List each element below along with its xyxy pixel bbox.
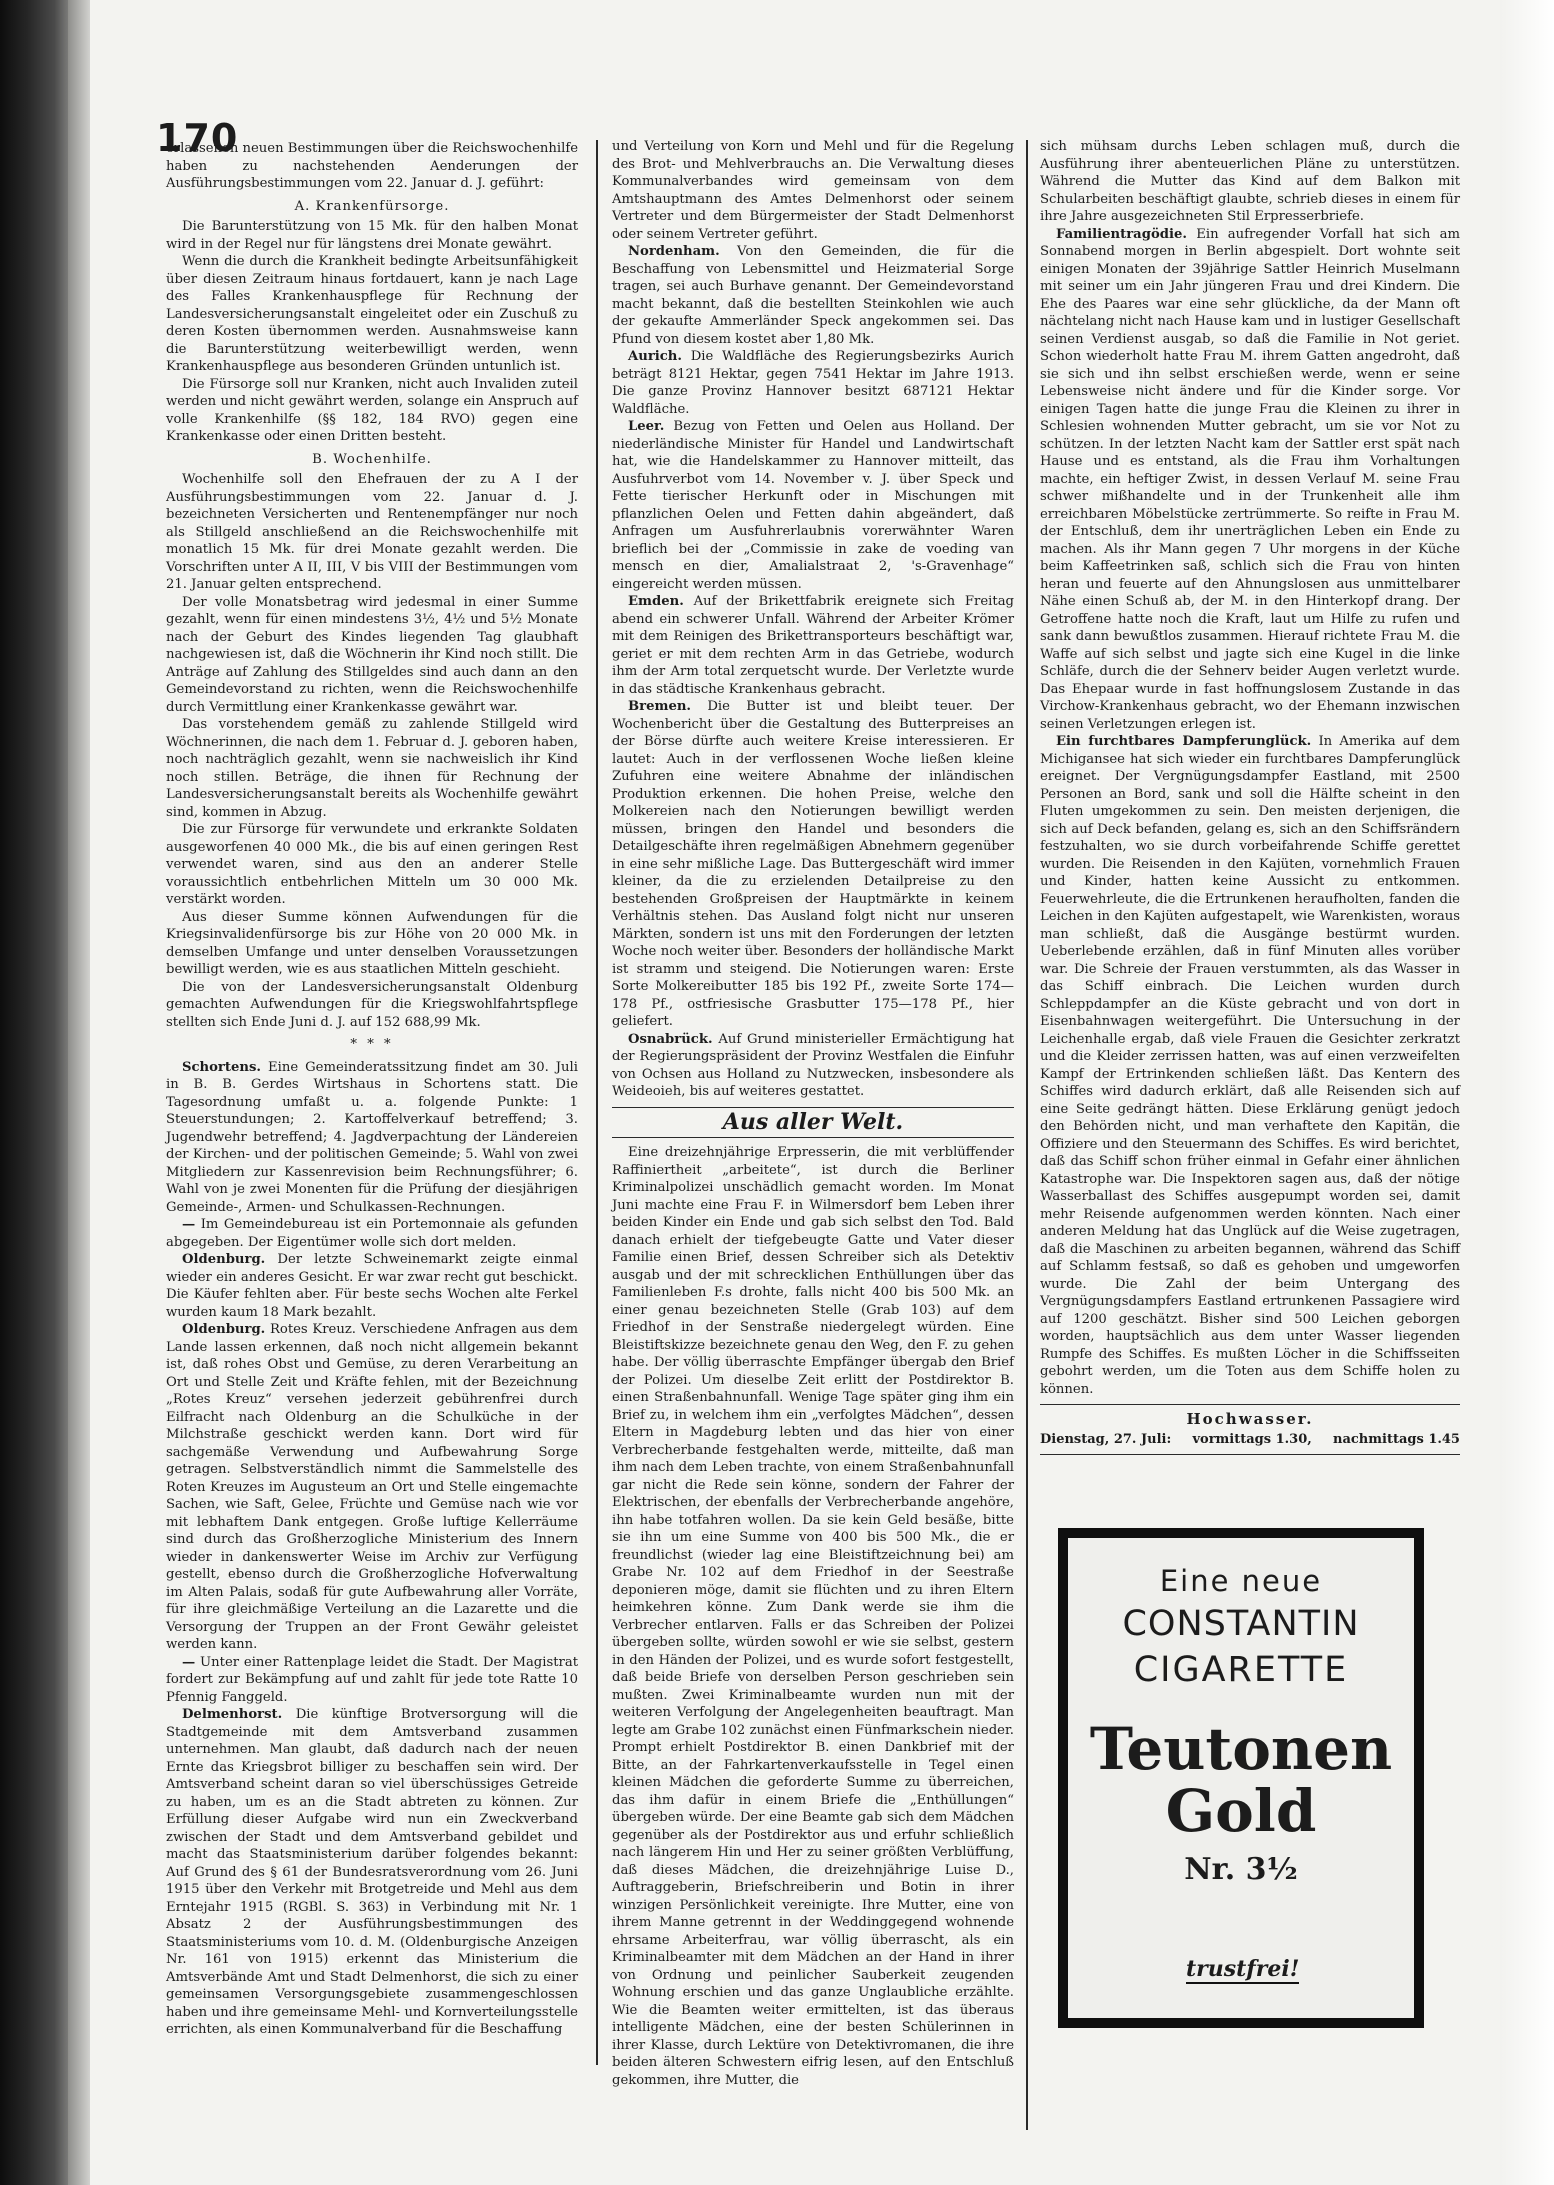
- advertisement-panel: [1068, 1538, 1414, 2018]
- column-1: [166, 140, 578, 2039]
- item-text: Auf Grund ministerieller Ermächtigung hat der Regierungspräsident der Provinz Westfalen die Einfuhr von Ochsen aus Holland zu Nutzwecken, insbesondere als Weideoieh, bis auf weiteres gestattet.: [612, 1031, 1014, 1099]
- ad-line-1: Eine neue: [1159, 1564, 1323, 1598]
- hochwasser-morning: vormittags 1.30,: [1192, 1431, 1312, 1447]
- item-place: —: [182, 1217, 196, 1232]
- item-text: Die künftige Brotversorgung will die Stadtgemeinde mit dem Amtsverband zusammen unternehmen. Man glaubt, daß dadurch nach der neuen Ernte das Kriegsbrot billiger zu beschaffen sein wird. Der Amtsverband scheint daran so viel überschüssiges Getreide zu haben, um es an die Stadt abtreten zu können. Zur Erfüllung dieser Aufgabe wird nun ein Zweckverband zwischen der Stadt und dem Amtsverband gebildet und macht das Staatsministerium darüber folgendes bekannt: Auf Grund des § 61 der Bundesratsverordnung vom 26. Juni 1915 über den Verkehr mit Brotgetreide und Mehl aus dem Erntejahr 1915 (RGBl. S. 363) in Verbindung mit Nr. 1 Absatz 2 der Ausführungsbestimmungen des Staatsministeriums vom 10. d. M. (Oldenburgische Anzeigen Nr. 161 von 1915) erkennt das Ministerium die Amtsverbände Amt und Stadt Delmenhorst, die sich zu einer gemeinsamen Versorgungsgebiete zusammengeschlossen haben und ihre gemeinsame Mehl- und Kornverteilungsstelle errichten, als einen Kommunalverband für die Beschaffung: [166, 1707, 578, 2037]
- item-text: Die Waldfläche des Regierungsbezirks Aurich beträgt 8121 Hektar, gegen 7541 Hektar im Jahre 1913. Die ganze Provinz Hannover besitzt 687121 Hektar Waldfläche.: [612, 349, 1014, 417]
- item-text: Die Butter ist und bleibt teuer. Der Wochenbericht über die Gestaltung des Butterpreises an der Börse dürfte auch weitere Kreise interessieren. Er lautet: Auch in der verflossenen Woche ließen kleine Zufuhren eine weitere Abnahme der inländischen Produktion erkennen. Die hohen Preise, welche den Molkereien nach den Notierungen bewilligt werden müssen, bringen den Handel und besonders die Detailgeschäfte ihren regelmäßigen Abnehmern gegenüber in eine sehr mißliche Lage. Das Buttergeschäft wird immer kleiner, da die zu erzielenden Detailpreise zu den bestehenden Großpreisen der Hauptmärkte in keinem Verhältnis stehen. Das Ausland folgt nicht nur unseren Märkten, sondern ist uns mit den Forderungen der letzten Woche noch weiter über. Besonders der holländische Markt ist stramm und steigend. Die Notierungen waren: Erste Sorte Molkereibutter 185 bis 192 Pf., zweite Sorte 174—178 Pf., ostfriesische Grasbutter 175—178 Pf., hier geliefert.: [612, 699, 1014, 1029]
- item-text: Rotes Kreuz. Verschiedene Anfragen aus dem Lande lassen erkennen, daß noch nicht allgemein bekannt ist, daß rohes Obst und Gemüse, zu deren Verarbeitung an Ort und Stelle Zeit und Kräfte fehlen, mit der Bezeichnung „Rotes Kreuz“ versehen jederzeit gebührenfrei durch Eilfracht nach Oldenburg an die Schulküche in der Milchstraße geschickt werden kann. Dort wird für sachgemäße Verwendung und Aufbewahrung Sorge getragen. Selbstverständlich nimmt die Sammelstelle des Roten Kreuzes im Augusteum an Ort und Stelle eingemachte Sachen, wie Saft, Gelee, Früchte und Gemüse nach wie vor mit lebhaftem Dank entgegen. Große luftige Kellerräume sind durch das Großherzogliche Ministerium des Innern wieder in dankenswerter Weise im Archiv zur Verfügung gestellt, ebenso durch die Großherzogliche Hofverwaltung im Alten Palais, sodaß für gute Aufbewahrung aller Vorräte, für ihre gleichmäßige Verteilung an die Lazarette und die Versorgung der Truppen an der Front Gewähr geleistet werden kann.: [166, 1322, 578, 1652]
- section-divider: [1040, 1454, 1460, 1455]
- column-3: [1040, 138, 1460, 1461]
- ad-line-2: CONSTANTIN: [1122, 1604, 1360, 1644]
- item-text: Ein aufregender Vorfall hat sich am Sonnabend morgen in Berlin abgespielt. Dort wohnte seit einigen Monaten der 39jährige Sattler Heinrich Muselmann mit seiner um ein Jahr jüngeren Frau und drei Kindern. Die Ehe des Paares war eine sehr glückliche, da der Mann oft nächtelang nicht nach Hause kam und in lustiger Gesellschaft seinen Verdienst ausgab, so daß die Familie in Not geriet. Schon wiederholt hatte Frau M. ihrem Gatten angedroht, daß sie sich und ihn selbst erschießen werde, wenn er seine Lebensweise nicht ändere und für die Kinder sorge. Vor einigen Tagen hatte die junge Frau die Kleinen zu ihrer in Schlesien wohnenden Mutter gebracht, um sie vor Not zu schützen. In der letzten Nacht kam der Sattler erst spät nach Hause und es entstand, als die Frau ihm Vorhaltungen machte, ein heftiger Zwist, in dessen Verlauf M. seine Frau schwer mißhandelte und in der Trunkenheit alle ihm erreichbaren Möbelstücke zertrümmerte. So reifte in Frau M. der Entschluß, dem ihr unerträglichen Leben ein Ende zu machen. Als ihr Mann gegen 7 Uhr morgens in der Küche beim Kaffeetrinken saß, schlich sich die Frau von hinten heran und feuerte auf den Ahnungslosen aus unmittelbarer Nähe einen Schuß ab, der M. in den Hinterkopf drang. Der Getroffene hatte noch die Kraft, laut um Hilfe zu rufen und sank dann bewußtlos zusammen. Hierauf richtete Frau M. die Waffe auf sich selbst und jagte sich eine Kugel in die linke Schläfe, durch die der Sehnerv beider Augen verletzt wurde. Das Ehepaar wurde in fast hoffnungslosem Zustande in das Virchow-Krankenhaus gebracht, wo der Ehemann inzwischen seinen Verletzungen erlegen ist.: [1040, 226, 1460, 732]
- news-item: [166, 1216, 578, 1251]
- news-item: [166, 1251, 578, 1321]
- paragraph: Die zur Fürsorge für verwundete und erkrankte Soldaten ausgeworfenen 40 000 Mk., die bis auf einen geringen Rest verwendet waren, sind aus den an anderer Stelle voraussichtlich entbehrlichen Mitteln um 30 000 Mk. verstärkt worden.: [166, 822, 578, 907]
- item-place: Emden.: [628, 594, 684, 609]
- ad-brand-2: Gold: [1165, 1777, 1317, 1845]
- news-item: [612, 348, 1014, 418]
- hochwasser-row: [1040, 1431, 1460, 1449]
- hochwasser-afternoon: nachmittags 1.45: [1333, 1431, 1460, 1447]
- continued-text: sich mühsam durchs Leben schlagen muß, durch die Ausführung ihrer abenteuerlichen Pläne zu unterstützen. Während die Mutter das Kind auf dem Balkon mit Schularbeiten beschäftigt glaubte, schrieb dieses in einem für ihre Jahre ausgezeichneten Stil Erpresserbriefe.: [1040, 139, 1460, 224]
- item-text: Bezug von Fetten und Oelen aus Holland. Der niederländische Minister für Handel und Landwirtschaft hat, wie die Handelskammer zu Hannover mitteilt, das Ausfuhrverbot vom 14. November v. J. über Speck und Fette tierischer Herkunft oder in Mischungen mit pflanzlichen Oelen und Fetten dahin abgeändert, daß Anfragen um Ausfuhrerlaubnis vorerwähnter Waren brieflich bei der „Commissie in zake de voeding van mensch en dier, Amalialstraat 2, 's-Gravenhage“ eingereicht werden müssen.: [612, 419, 1014, 592]
- item-place: Leer.: [628, 419, 665, 434]
- paragraph: Die Fürsorge soll nur Kranken, nicht auch Invaliden zuteil werden und nicht gewährt werden, solange ein Anspruch auf volle Krankenhilfe (§§ 182, 184 RVO) gegen eine Krankenkasse oder einen Dritten besteht.: [166, 376, 578, 444]
- item-place: Oldenburg.: [182, 1322, 266, 1337]
- ad-line-3: CIGARETTE: [1133, 1650, 1349, 1690]
- paragraph: Wochenhilfe soll den Ehefrauen der zu A I der Ausführungsbestimmungen vom 22. Januar d. J. bezeichneten Versicherten und Rentenempfänger nur noch als Stillgeld anschließend an die Reichswochenhilfe mit monatlich 15 Mk. für drei Monate gezahlt werden. Die Vorschriften unter A II, III, V bis VIII der Bestimmungen vom 21. Januar gelten entsprechend.: [166, 472, 578, 592]
- separator: * * *: [350, 1037, 394, 1052]
- item-place: Nordenham.: [628, 244, 720, 259]
- item-place: Familientragödie.: [1056, 226, 1187, 242]
- item-text: Eine Gemeinderatssitzung findet am 30. Juli in B. B. Gerdes Wirtshaus in Schortens statt. Die Tagesordnung umfaßt u. a. folgende Punkte: 1 Steuerstundungen; 2. Kartoffelverkauf betreffend; 3. Jugendwehr betreffend; 4. Jagdverpachtung der Ländereien der Kirchen- und der politischen Gemeinde; 5. Wahl von zwei Mitgliedern zur Kassenrevision beim Rechnungsführer; 6. Wahl von je zwei Monenten für die Prüfung der diesjährigen Gemeinde-, Armen- und Schulkassen-Rechnungen.: [166, 1059, 578, 1215]
- ad-price: Nr. 3½: [1184, 1852, 1298, 1887]
- book-binding: [0, 0, 68, 2185]
- paragraph: Wenn die durch die Krankheit bedingte Arbeitsunfähigkeit über diesen Zeitraum hinaus fortdauert, kann je nach Lage des Falles Krankenhauspflege für Rechnung der Landesversicherungsanstalt eingeleitet oder ein Zuschuß zu deren Kosten übernommen werden. Ausnahmsweise kann die Barunterstützung weiterbewilligt werden, wenn Krankenhauspflege aus besonderen Gründen untunlich ist.: [166, 254, 578, 374]
- news-item: [166, 1059, 578, 1217]
- section-divider: [612, 1137, 1014, 1138]
- item-text: Von den Gemeinden, die für die Beschaffung von Lebensmittel und Heizmaterial Sorge tragen, sei auch Burhave genannt. Der Gemeindevorstand macht bekannt, daß die bestellten Steinkohlen wie auch der gekaufte Ammerländer Speck angekommen sei. Das Pfund von diesem kostet aber 1,80 Mk.: [612, 244, 1014, 347]
- hochwasser-day: Dienstag, 27. Juli:: [1040, 1431, 1172, 1447]
- page-gutter: [68, 0, 90, 2185]
- item-text: Im Gemeindebureau ist ein Portemonnaie als gefunden abgegeben. Der Eigentümer wolle sich dort melden.: [166, 1217, 578, 1250]
- paragraph: Aus dieser Summe können Aufwendungen für die Kriegsinvalidenfürsorge bis zur Höhe von 20 000 Mk. in demselben Umfange und unter denselben Voraussetzungen bewilligt werden, wie es aus staatlichen Mitteln geschieht.: [166, 909, 578, 977]
- news-item: [166, 1706, 578, 2039]
- paragraph: Der volle Monatsbetrag wird jedesmal in einer Summe gezahlt, wenn für einen mindestens 3½, 4½ und 5½ Monate nach der Geburt des Kindes liegenden Tag glaubhaft nachgewiesen ist, daß die Wöchnerin ihr Kind noch stillt. Die Anträge auf Zahlung des Stillgeldes sind auch dann an den Gemeindevorstand zu richten, wenn die Reichswochenhilfe durch Vermittlung einer Krankenkasse gewährt war.: [166, 594, 578, 715]
- article-text: Eine dreizehnjährige Erpresserin, die mit verblüffender Raffiniertheit „arbeitete“, ist durch die Berliner Kriminalpolizei unschädlich gemacht worden. Im Monat Juni machte eine Frau F. in Wilmersdorf bem Leben ihrer beiden Kinder ein Ende und gab sich selbst den Tod. Bald danach erhielt der tiefgebeugte Gatte und Vater dieser Familie einen Brief, dessen Schreiber sich als Detektiv ausgab und der mit schrecklichen Enthüllungen über das Familienleben F.s drohte, falls nicht 400 bis 500 Mk. an einer genau bezeichneten Stelle (Grab 103) auf dem Friedhof in der Senstraße niedergelegt würden. Eine Bleistiftskizze bezeichnete genau den Weg, den F. zu gehen habe. Der völlig überraschte Empfänger übergab den Brief der Polizei. Um dieselbe Zeit erlitt der Postdirektor B. einen Straßenbahnunfall. Wenige Tage später ging ihm ein Brief zu, in welchem ihm ein „verfolgtes Mädchen“, dessen Eltern in Magdeburg lebten und das hier von einer Verbrecherbande festgehalten werde, mitteilte, daß man ihm nach dem Leben trachte, von einem Straßenbahnunfall gar nicht die Rede sein könne, sondern der Fahrer der Elektrischen, der ebenfalls der Verbrecherbande angehöre, ihn habe totfahren wollen. Da sie kein Geld besäße, bitte sie ihn um eine Summe von 400 bis 500 Mk., die er freundlichst (wieder lag eine Bleistiftzeichnung bei) am Grabe Nr. 102 auf dem Friedhof in der Seestraße deponieren möge, damit sie flüchten und zu ihren Eltern heimkehren könne. Zum Dank werde sie ihm die Verbrecher entlarven. Falls er das Schreiben der Polizei übergeben sollte, würden sowohl er wie sie selbst, gestern in den Händen der Polizei, und es wurde sofort festgestellt, daß beide Briefe von derselben Person geschrieben sein mußten. Zwei Kriminalbeamte wurden nun mit der weiteren Verfolgung der Angelegenheiten beauftragt. Man legte am Grabe 102 zunächst einen Fünfmarkschein nieder. Prompt erhielt Postdirektor B. einen Dankbrief mit der Bitte, an der Fahrkartenverkaufsstelle in Tegel einen kleinen Mädchen die geforderte Summe zu überreichen, das ihm dafür in einem Briefe die „Enthüllungen“ übergeben würde. Der eine Beamte gab sich dem Mädchen gegenüber als der Postdirektor aus und erfuhr schließlich nach längerem Hin und Her zu seiner größten Verblüffung, daß dieses Mädchen, die dreizehnjährige Luise D., Auftraggeberin, Briefschreiberin und Botin in ihrer winzigen Persönlichkeit vereinigte. Ihre Mutter, eine von ihrem Manne getrennt in der Weddinggegend wohnende ehrsame Arbeiterfrau, war völlig überrascht, als ein Kriminalbeamter mit dem Mädchen an der Hand in ihrer von Ordnung und peinlicher Sauberkeit zeugenden Wohnung erschien und das ganze Unglaubliche erzählte. Wie die Beamten weiter ermittelten, ist das überaus intelligente Mädchen, eine der besten Schülerinnen in ihrer Klasse, durch Lektüre von Detektivromanen, die ihre beiden älteren Schwestern eifrig lesen, auf den Entschluß gekommen, ihre Mutter, die: [612, 1145, 1014, 2088]
- news-item: [612, 418, 1014, 593]
- intro-text: erlassenen neuen Bestimmungen über die Reichswochenhilfe haben zu nachstehenden Aenderungen der Ausführungsbestimmungen vom 22. Januar d. J. geführt:: [166, 141, 579, 191]
- news-item: [166, 1654, 578, 1707]
- paragraph: Die Barunterstützung von 15 Mk. für den halben Monat wird in der Regel nur für längstens drei Monate gewährt.: [166, 219, 578, 252]
- news-item: [1040, 226, 1460, 734]
- ad-brand-1: Teutonen: [1089, 1715, 1393, 1783]
- section-b-title: B. Wochenhilfe.: [312, 451, 432, 467]
- hochwasser-title: Hochwasser.: [1186, 1410, 1314, 1428]
- cigarette-advertisement: [1058, 1528, 1424, 2028]
- news-item: [612, 698, 1014, 1031]
- paragraph: Das vorstehendem gemäß zu zahlende Stillgeld wird Wöchnerinnen, die nach dem 1. Februar d. J. geboren haben, noch nachträglich gezahlt, wenn sie nachweislich ihr Kind noch stillen. Beträge, die ihnen für Rechnung der Landesversicherungsanstalt bereits als Wochenhilfe gewährt sind, kommen in Abzug.: [166, 717, 578, 820]
- paragraph: Die von der Landesversicherungsanstalt Oldenburg gemachten Aufwendungen für die Kriegswohlfahrtspflege stellten sich Ende Juni d. J. auf 152 688,99 Mk.: [166, 979, 578, 1030]
- continued-text: und Verteilung von Korn und Mehl und für die Regelung des Brot- und Mehlverbrauchs an. Die Verwaltung dieses Kommunalverbandes wird gemeinsam von dem Amtshauptmann des Amtes Delmenhorst oder seinem Vertreter und dem Bürgermeister der Stadt Delmenhorst oder seinem Vertreter geführt.: [612, 139, 1014, 242]
- item-place: Osnabrück.: [628, 1031, 713, 1047]
- item-place: Aurich.: [628, 349, 682, 364]
- item-place: Ein furchtbares Dampferunglück.: [1056, 734, 1312, 749]
- item-place: Oldenburg.: [182, 1252, 266, 1267]
- news-item: [612, 1031, 1014, 1101]
- section-title-aus-aller-welt: Aus aller Welt.: [722, 1108, 904, 1135]
- item-text: In Amerika auf dem Michigansee hat sich wieder ein furchtbares Dampferunglück ereignet. Der Vergnügungsdampfer Eastland, mit 2500 Personen an Bord, sank und soll die Hälfte scheint in den Fluten umgekommen zu sein. Den meisten derjenigen, die sich auf Deck befanden, gelang es, sich an den Schiffsrändern festzuhalten, wo sie durch vorbeifahrende Schiffe gerettet wurden. Die Reisenden in den Kajüten, vornehmlich Frauen und Kinder, hatten keine Aussicht zu entkommen. Feuerwehrleute, die die Ertrunkenen heraufholten, fanden die Leichen in den Kajüten aufgestapelt, wie Warenkisten, woraus man schließt, daß die Ausgänge bestürmt wurden. Ueberlebende erzählen, daß in fünf Minuten alles vorüber war. Die Schreie der Frauen verstummten, als das Wasser in das Schiff einbrach. Die Leichen wurden durch Schleppdampfer an die Küste gebracht und von dort in Eisenbahnwagen weitergeführt. Die Untersuchung in der Leichenhalle ergab, daß viele Frauen die Gesichter zerkratzt und die Kleider zerrissen hatten, was auf einen verzweifelten Kampf der Ertrinkenden schließen läßt. Das Kentern des Schiffes wird dadurch erklärt, daß alle Reisenden sich auf eine Seite gedrängt hätten. Diese Erklärung genügt jedoch den Behörden nicht, und man verhaftete den Kapitän, die Offiziere und den Steuermann des Schiffes. Es wird berichtet, daß das Schiff schon früher einmal in Gefahr einer ähnlichen Katastrophe war. Die Inspektoren sagen aus, daß der nötige Wasserballast des Schiffes ausgepumpt worden sei, damit mehr Reisende aufgenommen werden könnten. Nach einer anderen Meldung hat das Unglück auf die Weise zugetragen, daß die Maschinen zu arbeiten begannen, während das Schiff auf Schlamm festsaß, so daß es gehoben und umgeworfen wurde. Die Zahl der beim Untergang des Vergnügungsdampfers Eastland ertrunkenen Passagiere wird auf 1200 geschätzt. Bisher sind 500 Leichen geborgen worden, hauptsächlich aus dem unter Wasser liegenden Rumpfe des Schiffes. Es mußten Löcher in die Schiffsseiten gebohrt werden, um die Toten aus dem Schiffe holen zu können.: [1040, 734, 1460, 1397]
- section-divider: [1040, 1404, 1460, 1405]
- news-item: [166, 1321, 578, 1654]
- section-divider: [612, 1107, 1014, 1108]
- item-place: Schortens.: [182, 1059, 261, 1075]
- column-2: [612, 138, 1014, 2089]
- column-rule: [1026, 140, 1028, 2130]
- page-number: 170: [156, 116, 239, 160]
- news-item: [1040, 733, 1460, 1398]
- item-text: Unter einer Rattenplage leidet die Stadt. Der Magistrat fordert zur Bekämpfung auf und zahlt für jede tote Ratte 10 Pfennig Fanggeld.: [166, 1654, 578, 1705]
- ad-stamp: trustfrei!: [1186, 1956, 1300, 1982]
- item-text: Auf der Brikettfabrik ereignete sich Freitag abend ein schwerer Unfall. Während der Arbeiter Krömer mit dem Reinigen des Brikettransporteurs beschäftigt war, geriet er mit dem rechten Arm in das Getriebe, wodurch ihm der Arm total zerquetscht wurde. Der Verletzte wurde in das städtische Krankenhaus gebracht.: [612, 594, 1014, 697]
- item-place: Bremen.: [628, 699, 692, 714]
- column-rule: [596, 140, 598, 2065]
- section-a-title: A. Krankenfürsorge.: [294, 198, 450, 214]
- page-edge: [1500, 0, 1554, 2185]
- news-item: [612, 243, 1014, 348]
- item-place: Delmenhorst.: [182, 1707, 283, 1722]
- item-place: —: [182, 1654, 196, 1670]
- item-text: Der letzte Schweinemarkt zeigte einmal wieder ein anderes Gesicht. Er war zwar recht gut beschickt. Die Käufer fehlten aber. Für beste sechs Wochen alte Ferkel wurden kaum 18 Mark bezahlt.: [166, 1252, 578, 1320]
- news-item: [612, 593, 1014, 698]
